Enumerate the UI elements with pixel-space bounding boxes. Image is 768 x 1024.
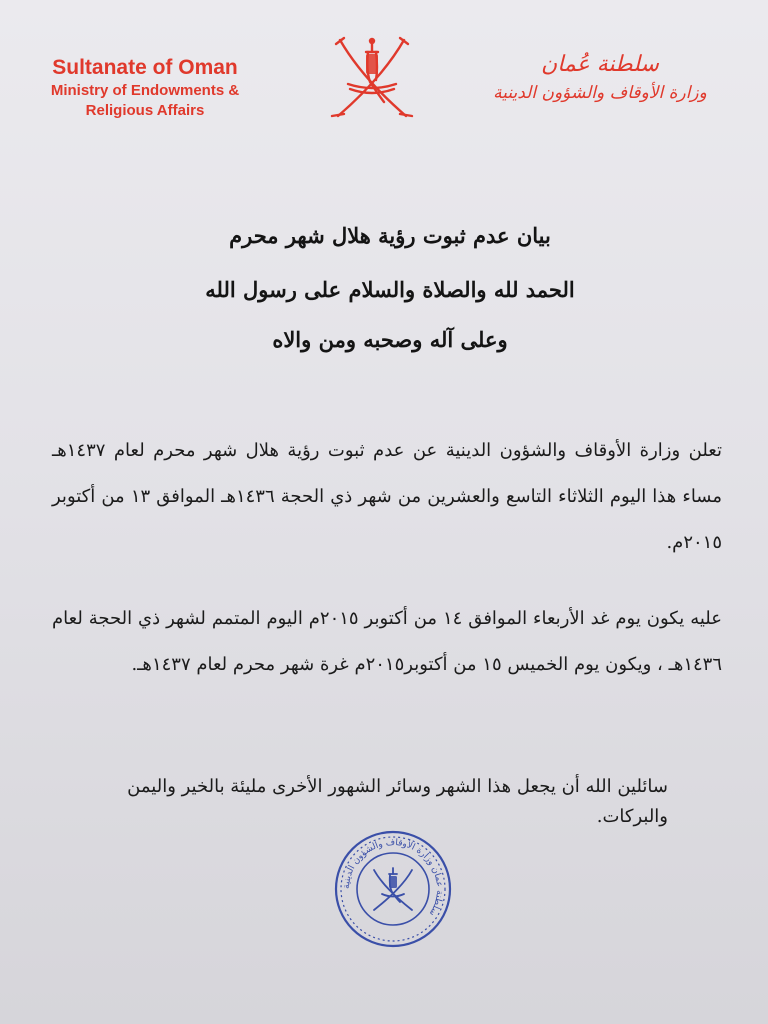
stamp-text-path: سلطنة عمان وزارة الأوقاف والشؤون الدينية	[341, 837, 445, 918]
announcement-paragraph: تعلن وزارة الأوقاف والشؤون الدينية عن عدم ثبوت رؤية هلال شهر محرم لعام ١٤٣٧هـ مساء هذا اليوم الثلاثاء التاسع والعشرين من شهر ذي الحجة ١٤٣٦هـ الموافق ١٣ من أكتوبر ٢٠١٥م.	[52, 440, 723, 553]
letterhead-ministry-arabic: وزارة الأوقاف والشؤون الدينية	[493, 83, 707, 103]
intro-line-1: الحمد لله والصلاة والسلام على رسول الله	[205, 277, 575, 302]
intro-greeting	[160, 276, 620, 376]
english-letterhead	[30, 55, 260, 121]
oman-national-emblem-icon	[322, 30, 422, 122]
letterhead-country-arabic: سلطنة عُمان	[541, 52, 659, 77]
document-title: بيان عدم ثبوت رؤية هلال شهر محرم	[229, 223, 551, 248]
intro-line-2: وعلى آله وصحبه ومن والاه	[272, 327, 508, 352]
letterhead-country: Sultanate of Oman	[52, 56, 238, 79]
stamp-emblem-icon	[374, 868, 412, 910]
letterhead-ministry-line1: Ministry of Endowments &	[50, 82, 240, 99]
letterhead-ministry-line2: Religious Affairs	[85, 102, 205, 119]
arabic-letterhead	[470, 50, 730, 106]
closing-prayer: سائلين الله أن يجعل هذا الشهر وسائر الشهور الأخرى مليئة بالخير واليمن والبركات.	[127, 776, 668, 827]
official-stamp-icon	[332, 828, 454, 950]
dates-paragraph: عليه يكون يوم غد الأربعاء الموافق ١٤ من أكتوبر ٢٠١٥م اليوم المتمم لشهر ذي الحجة لعام ١٤٣٦هـ ، ويكون يوم الخميس ١٥ من أكتوبر٢٠١٥م غرة شهر محرم لعام ١٤٣٧هـ.	[52, 608, 722, 675]
